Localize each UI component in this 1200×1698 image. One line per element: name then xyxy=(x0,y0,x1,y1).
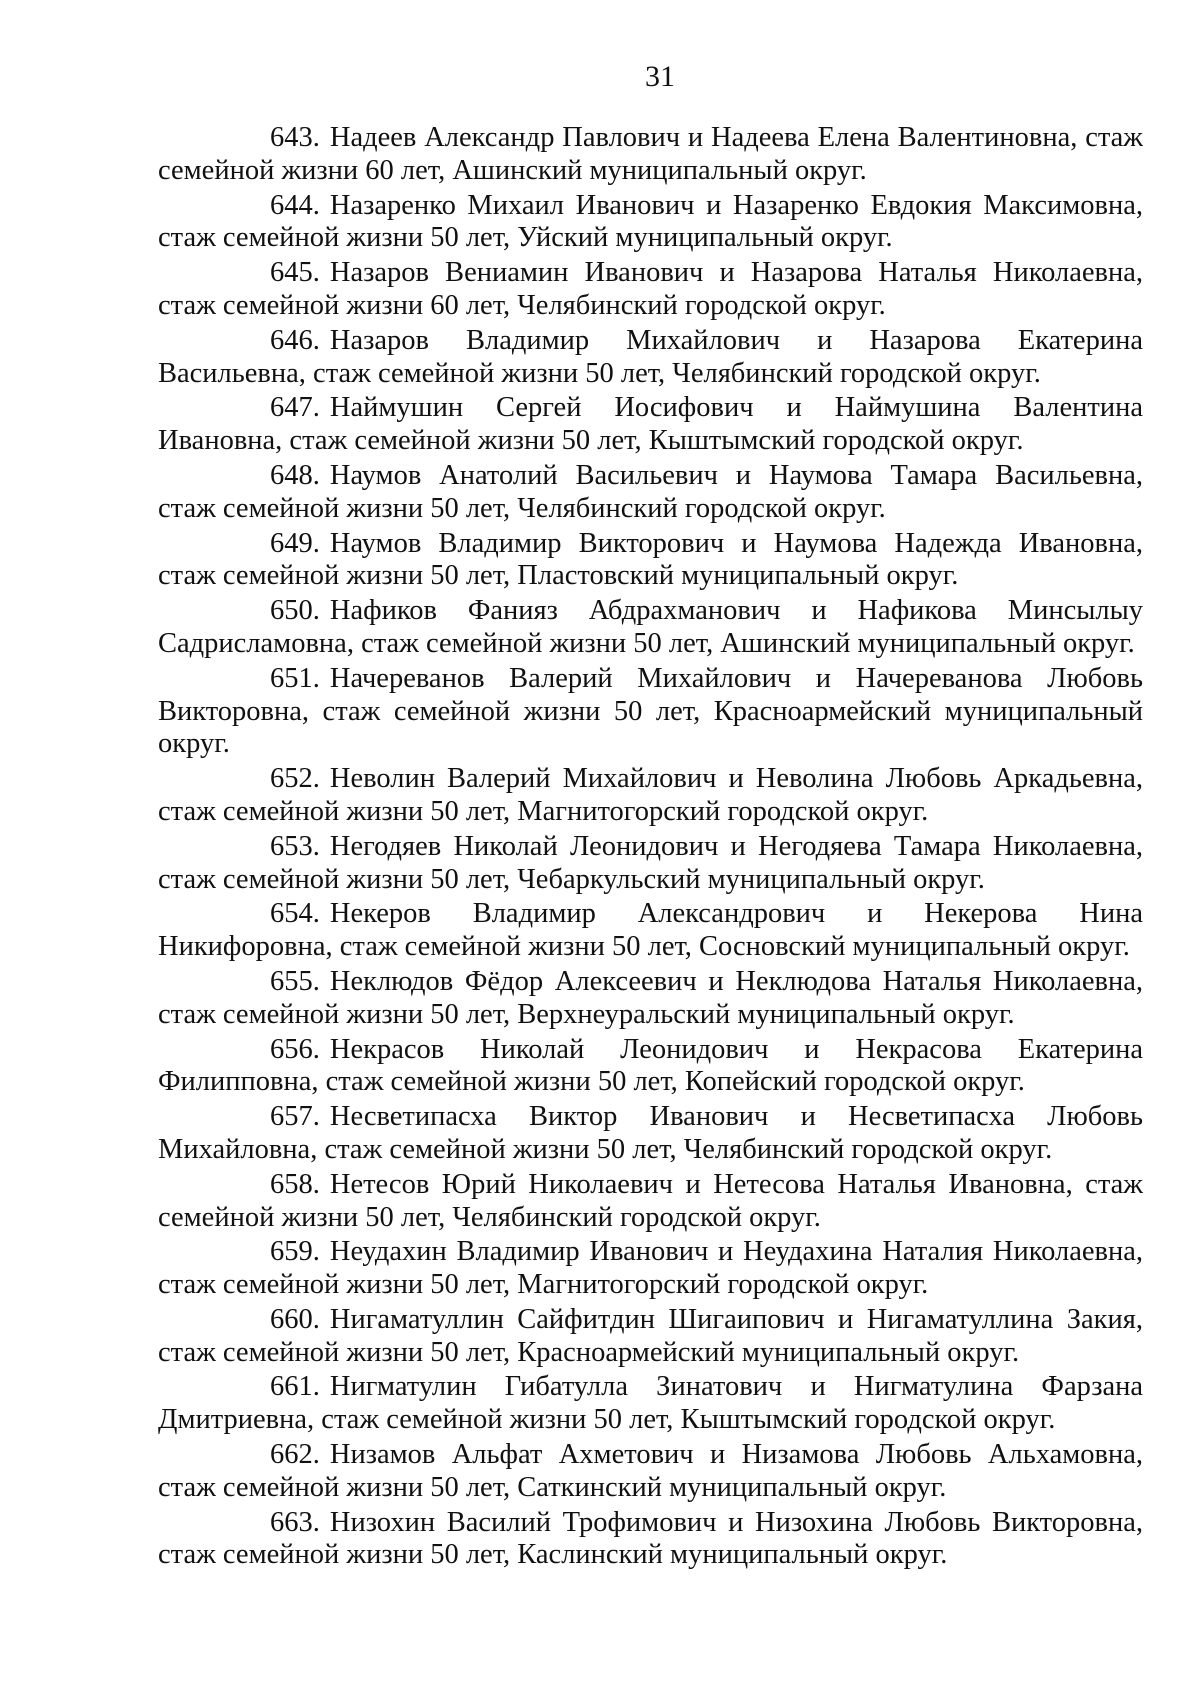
entry-number: 648. xyxy=(270,459,320,491)
list-item xyxy=(158,325,1143,391)
list-item xyxy=(158,595,1143,661)
list-item xyxy=(158,392,1143,458)
entry-number: 646. xyxy=(270,324,320,356)
entry-text: Нетесов Юрий Николаевич и Нетесова Наталья Ивановна, стаж семейной жизни 50 лет, Челябинский городской округ. xyxy=(158,1168,1143,1233)
entry-number: 650. xyxy=(270,595,320,627)
entry-text: Негодяев Николай Леонидович и Негодяева Тамара Николаевна, стаж семейной жизни 50 лет, Чебаркульский муниципальный округ. xyxy=(158,830,1143,895)
entry-number: 658. xyxy=(270,1168,320,1200)
entry-text: Несветипасха Виктор Иванович и Несветипасха Любовь Михайловна, стаж семейной жизни 50 лет, Челябинский городской округ. xyxy=(158,1101,1143,1165)
list-item xyxy=(158,1439,1143,1505)
entry-number: 660. xyxy=(270,1303,320,1335)
entry-text: Нигматулин Гибатулла Зинатович и Нигматулина Фарзана Дмитриевна, стаж семейной жизни 50 лет, Кыштымский городской округ. xyxy=(158,1371,1143,1436)
list-item xyxy=(158,122,1143,188)
list-item xyxy=(158,1304,1143,1370)
entry-number: 654. xyxy=(270,898,320,930)
list-item xyxy=(158,1169,1143,1235)
list-item xyxy=(158,1236,1143,1302)
entry-text: Низохин Василий Трофимович и Низохина Любовь Викторовна, стаж семейной жизни 50 лет, Каслинский муниципальный округ. xyxy=(158,1506,1143,1571)
list-item xyxy=(158,966,1143,1032)
entry-number: 644. xyxy=(270,189,320,221)
entry-number: 651. xyxy=(270,662,320,694)
entry-number: 647. xyxy=(270,392,320,424)
entry-text: Назаренко Михаил Иванович и Назаренко Евдокия Максимовна, стаж семейной жизни 50 лет, Уйский муниципальный округ. xyxy=(158,189,1143,254)
entry-text: Наумов Владимир Викторович и Наумова Надежда Ивановна, стаж семейной жизни 50 лет, Пластовский муниципальный округ. xyxy=(158,527,1143,592)
list-item xyxy=(158,1101,1143,1167)
list-item xyxy=(158,663,1143,761)
entry-text: Нафиков Фанияз Абдрахманович и Нафикова Минсылыу Садрисламовна, стаж семейной жизни 50 лет, Ашинский муниципальный округ. xyxy=(158,595,1143,659)
entry-number: 652. xyxy=(270,763,320,795)
page-number: 31 xyxy=(645,60,675,93)
entry-number: 656. xyxy=(270,1033,320,1065)
entry-text: Некеров Владимир Александрович и Некерова Нина Никифоровна, стаж семейной жизни 50 лет, Сосновский муниципальный округ. xyxy=(158,898,1143,963)
list-item xyxy=(158,257,1143,323)
list-item xyxy=(158,460,1143,526)
list-item xyxy=(158,763,1143,829)
entry-number: 649. xyxy=(270,527,320,559)
list-item xyxy=(158,898,1143,964)
entry-text: Неудахин Владимир Иванович и Неудахина Наталия Николаевна, стаж семейной жизни 50 лет, Магнитогорский городской округ. xyxy=(158,1236,1143,1301)
entry-number: 662. xyxy=(270,1439,320,1471)
list-item xyxy=(158,190,1143,256)
entry-text: Назаров Вениамин Иванович и Назарова Наталья Николаевна, стаж семейной жизни 60 лет, Челябинский городской округ. xyxy=(158,257,1143,321)
entry-number: 657. xyxy=(270,1101,320,1133)
entry-text: Назаров Владимир Михайлович и Назарова Екатерина Васильевна, стаж семейной жизни 50 лет, Челябинский городской округ. xyxy=(158,324,1143,389)
entry-number: 655. xyxy=(270,965,320,997)
entry-text: Наумов Анатолий Васильевич и Наумова Тамара Васильевна, стаж семейной жизни 50 лет, Челябинский городской округ. xyxy=(158,459,1143,524)
entry-text: Низамов Альфат Ахметович и Низамова Любовь Альхамовна, стаж семейной жизни 50 лет, Саткинский муниципальный округ. xyxy=(158,1439,1143,1503)
entry-text: Неволин Валерий Михайлович и Неволина Любовь Аркадьевна, стаж семейной жизни 50 лет, Магнитогорский городской округ. xyxy=(158,763,1143,827)
entry-number: 661. xyxy=(270,1371,320,1403)
entry-number: 645. xyxy=(270,257,320,289)
entry-text: Некрасов Николай Леонидович и Некрасова Екатерина Филипповна, стаж семейной жизни 50 лет, Копейский городской округ. xyxy=(158,1033,1143,1098)
list-item xyxy=(158,528,1143,594)
entry-text: Наймушин Сергей Иосифович и Наймушина Валентина Ивановна, стаж семейной жизни 50 лет, Кыштымский городской округ. xyxy=(158,392,1143,457)
entry-list xyxy=(158,122,1143,1574)
list-item xyxy=(158,1034,1143,1100)
entry-text: Надеев Александр Павлович и Надеева Елена Валентиновна, стаж семейной жизни 60 лет, Ашинский муниципальный округ. xyxy=(158,122,1143,186)
entry-text: Начереванов Валерий Михайлович и Начереванова Любовь Викторовна, стаж семейной жизни 50 лет, Красноармейский муниципальный округ. xyxy=(158,662,1143,760)
list-item xyxy=(158,1371,1143,1437)
list-item xyxy=(158,1507,1143,1573)
entry-text: Нигаматуллин Сайфитдин Шигаипович и Нигаматуллина Закия, стаж семейной жизни 50 лет, Красноармейский муниципальный округ. xyxy=(158,1303,1143,1368)
list-item xyxy=(158,831,1143,897)
entry-text: Неклюдов Фёдор Алексеевич и Неклюдова Наталья Николаевна, стаж семейной жизни 50 лет, Верхнеуральский муниципальный округ. xyxy=(158,965,1143,1030)
entry-number: 663. xyxy=(270,1506,320,1538)
entry-number: 643. xyxy=(270,122,320,153)
entry-number: 653. xyxy=(270,830,320,862)
entry-number: 659. xyxy=(270,1236,320,1268)
